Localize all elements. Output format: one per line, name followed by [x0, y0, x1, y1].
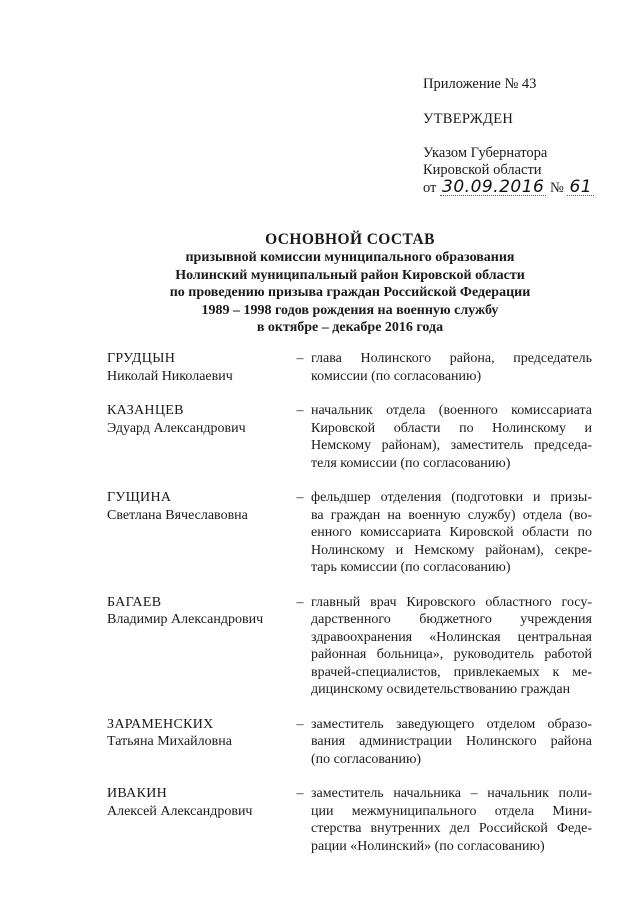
- member-entry: [107, 785, 592, 855]
- member-dash: –: [296, 490, 304, 505]
- member-dash: –: [296, 786, 304, 801]
- approval-block: [423, 76, 623, 197]
- member-surname: ГУЩИНА: [107, 490, 172, 505]
- decree-date-line: [423, 179, 623, 197]
- role-line: заместитель заведующего отделом образо-: [311, 716, 592, 732]
- member-surname: ЗАРАМЕНСКИХ: [107, 716, 214, 732]
- role-line: врачей-специалистов, привлекаемых к ме-: [311, 664, 592, 680]
- member-entry: [107, 402, 592, 472]
- appendix-number: Приложение № 43: [423, 76, 537, 92]
- member-name: [107, 402, 287, 472]
- title-line-5: в октябре – декабре 2016 года: [256, 320, 444, 335]
- role-line: вания администрации Нолинского района: [311, 734, 592, 749]
- member-name: [107, 489, 287, 577]
- number-prefix: №: [550, 180, 564, 196]
- role-line: Нолинскому и Немскому районам), секре-: [311, 542, 592, 558]
- member-role: [311, 594, 592, 699]
- member-entry: [107, 350, 592, 385]
- date-prefix: от: [423, 180, 437, 196]
- member-dash: –: [296, 403, 304, 418]
- role-line: районная больница», руководитель работой: [311, 647, 592, 662]
- decree-line-2: Кировской области: [423, 162, 542, 178]
- member-surname: БАГАЕВ: [107, 594, 162, 610]
- title-line-4: 1989 – 1998 годов рождения на военную службу: [201, 302, 499, 318]
- approved-stamp-text: УТВЕРЖДЕН: [423, 111, 514, 127]
- member-surname: ИВАКИН: [107, 786, 168, 801]
- member-dash: –: [296, 594, 304, 610]
- member-name: [107, 350, 287, 385]
- title-line-3: по проведению призыва граждан Российской Федерации: [169, 285, 531, 300]
- role-line: здравоохранения «Нолинская центральная: [311, 629, 592, 645]
- member-role: [311, 716, 592, 769]
- member-name: [107, 594, 287, 699]
- member-name: [107, 716, 287, 769]
- role-line: ции межмуниципального отдела Мини-: [311, 803, 592, 819]
- member-dash: –: [296, 351, 304, 366]
- main-title: ОСНОВНОЙ СОСТАВ: [265, 231, 435, 248]
- role-line: Немскому районам), заместитель председа-: [311, 438, 592, 453]
- role-line: (по согласованию): [311, 751, 422, 767]
- role-line: Кировской области по Нолинскому и: [311, 420, 592, 436]
- member-role: [311, 785, 592, 855]
- role-line: начальник отдела (военного комиссариата: [311, 403, 592, 418]
- member-name: [107, 785, 287, 855]
- member-given-name: Алексей Александрович: [107, 803, 253, 819]
- member-role: [311, 402, 592, 472]
- role-line: дицинскому освидетельствованию граждан: [311, 682, 571, 697]
- decree-line-1: Указом Губернатора: [423, 145, 548, 161]
- member-dash: –: [296, 716, 304, 732]
- role-line: рации «Нолинский» (по согласованию): [311, 838, 545, 854]
- role-line: главный врач Кировского областного госу-: [311, 594, 592, 610]
- role-line: заместитель начальника – начальник поли-: [311, 786, 592, 801]
- member-entry: [107, 716, 592, 769]
- member-given-name: Светлана Вячеславовна: [107, 507, 248, 523]
- role-line: енного комиссариата Кировской области по: [311, 525, 592, 540]
- title-line-2: Нолинский муниципальный район Кировской области: [175, 267, 525, 283]
- role-line: глава Нолинского района, председатель: [311, 351, 592, 366]
- role-line: дарственного бюджетного учреждения: [311, 612, 592, 627]
- member-given-name: Владимир Александрович: [107, 612, 264, 627]
- member-surname: КАЗАНЦЕВ: [107, 403, 184, 418]
- role-line: фельдшер отделения (подготовки и призы-: [311, 490, 592, 505]
- handwritten-date: 30.09.2016: [442, 177, 545, 197]
- member-role: [311, 489, 592, 577]
- role-line: тарь комиссии (по согласованию): [311, 560, 511, 575]
- member-given-name: Татьяна Михайловна: [107, 734, 232, 749]
- member-role: [311, 350, 592, 385]
- role-line: теля комиссии (по согласованию): [311, 455, 511, 471]
- document-title: [80, 230, 620, 337]
- member-surname: ГРУДЦЫН: [107, 351, 176, 366]
- member-given-name: Эдуард Александрович: [107, 420, 246, 436]
- members-list: [107, 350, 592, 855]
- role-line: комиссии (по согласованию): [311, 368, 482, 384]
- role-line: ва граждан на военную службу) отдела (во-: [311, 507, 592, 523]
- member-given-name: Николай Николаевич: [107, 368, 233, 384]
- member-entry: [107, 594, 592, 699]
- handwritten-number: 61: [569, 177, 593, 197]
- title-line-1: призывной комиссии муниципального образования: [185, 250, 515, 265]
- member-entry: [107, 489, 592, 577]
- role-line: стерства внутренних дел Российской Феде-: [311, 821, 592, 836]
